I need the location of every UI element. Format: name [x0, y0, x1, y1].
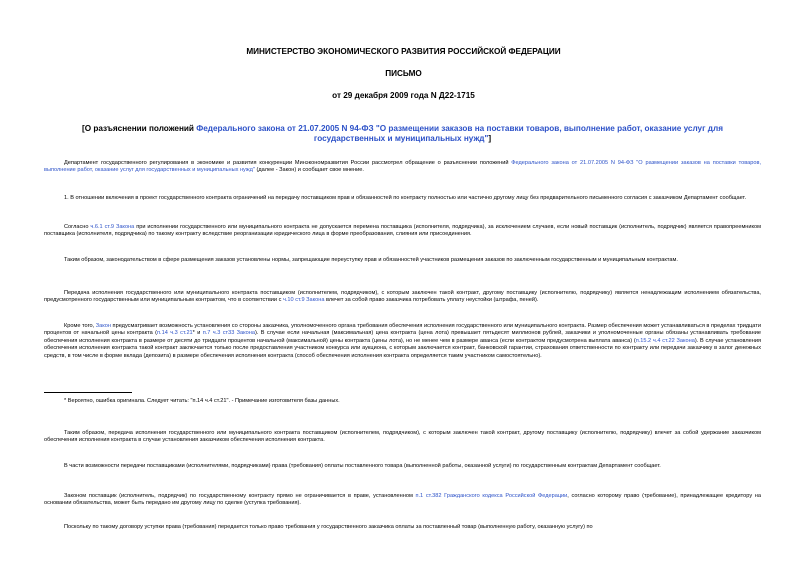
ministry-heading: МИНИСТЕРСТВО ЭКОНОМИЧЕСКОГО РАЗВИТИЯ РОССИЙСКОЙ ФЕДЕРАЦИИ — [246, 47, 561, 56]
document-type: ПИСЬМО — [385, 69, 422, 78]
paragraph-2 — [44, 224, 761, 239]
paragraph-4 — [44, 290, 761, 305]
p2-text-end: при исполнении государственного или муниципального контракта не допускается перемена поставщика (исполнителя, подрядчика), за исключением случаев, если новый поставщик (исполнитель, подрядчик) является правопреемником поставщика (исполнителя, подрядчика) по такому контракту вследствие реорганизации юридического лица в форме преобразования, слияния или присоединения. — [44, 224, 761, 238]
title-suffix: ] — [488, 134, 492, 144]
paragraph-intro — [44, 160, 761, 175]
document-title — [60, 124, 745, 145]
paragraph-7: В части возможности передачи поставщиками (исполнителями, подрядчиками) права (требования) оплаты поставленного товара (выполненной работы, оказанной услуги) по государственным контрактам Департамент сообщает. — [64, 463, 661, 469]
p4-text-start: Передача исполнения государственного или муниципального контракта поставщиком (исполнителем, подрядчиком), с которым заключен такой контракт, другому поставщику (исполнителю, подрядчику) является ненадлежащим исполнением обязательства, предусмотренного государственным или муниципальным контрактом, что в соответствии с — [44, 290, 761, 304]
paragraph-9: Поскольку по такому договору уступки права (требования) передается только право требования у государственного заказчика оплаты за поставленный товар (выполненную работу, оказанную услугу) по — [64, 524, 593, 530]
paragraph-1: 1. В отношении включения в проект государственного контракта ограничений на передачу поставщиком прав и обязанностей по контракту полностью или частично другому лицу без предварительного письменного согласия с заказчиком Департамент сообщает. — [64, 195, 747, 201]
intro-text-end: (далее - Закон) и сообщает свое мнение. — [254, 167, 364, 174]
p8-text-start: Законом поставщик (исполнитель, подрядчик) по государственному контракту прямо не ограничивается в праве, установленном — [64, 493, 416, 499]
footnote-divider — [44, 392, 132, 393]
paragraph-5 — [44, 323, 761, 360]
intro-text-start: Департамент государственного регулирования в экономике и развития конкуренции Минэкономразвития России рассмотрел обращение о разъяснении положений — [64, 160, 512, 166]
document-date-number: от 29 декабря 2009 года N Д22-1715 — [332, 91, 475, 100]
p8-text-end: , согласно которому право (требование), принадлежащее кредитору на основании обязательства, может быть передано им другому лицу по сделке (уступка требования). — [44, 493, 762, 507]
law-article-link[interactable]: п.14 ч.3 ст.21 — [157, 330, 193, 337]
p4-text-end: влечет за собой право заказчика потребовать уплату неустойки (штрафа, пеней). — [324, 297, 539, 304]
p5-text-b: предусматривает возможность установления со стороны заказчика, уполномоченного органа требования обеспечения исполнения государственного или муниципального контракта. Размер обеспечения может устанавливаться в пределах тридцати процентов от начальной цены контракта ( — [44, 323, 761, 337]
p5-text-d: ). В случае если начальная (максимальная) цена контракта (цена лота) превышает пятьдесят миллионов рублей, заказчики и уполномоченные органы обязаны устанавливать требование обеспечения исполнения контракта в размере от десяти до тридцати процентов начальной (максимальной) цены контракта (цены лота), но не менее чем в размере аванса (если контрактом предусмотрена выплата аванса) ( — [44, 330, 761, 344]
paragraph-6: Таким образом, передача исполнения государственного или муниципального контракта поставщиком (исполнителем, подрядчиком), с которым заключен такой контракт, другому поставщику (исполнителю, подрядчику) влечет за собой удержание заказчиком обеспечения исполнения контракта в случае установления заказчиком обеспечения исполнения контракта. — [44, 430, 761, 444]
intro-law-link[interactable]: Федерального закона от 21.07.2005 N 94-ФЗ "О размещении заказов на поставки товаров, выполнение работ, оказание услуг для государственных и муниципальных нужд" — [44, 160, 761, 174]
law-link[interactable]: Закон — [95, 323, 111, 329]
paragraph-8 — [44, 493, 761, 508]
p5-text-a: Кроме того, — [64, 323, 96, 329]
p5-text-e: ). В случае установления обеспечения исполнения контракта такой контракт заключается только после предоставления участником конкурса или аукциона, с которым заключается контракт, банковской гарантии, страхования ответственности по контракту или передачи заказчику в залог денежных средств, в том числе в форме вклада (депозита) в размере обеспечения исполнения контракта (способ обеспечения исполнения контракта определяется таким участником самостоятельно). — [44, 337, 761, 359]
p5-text-c: * и — [192, 330, 203, 337]
law-article-link[interactable]: ч.10 ст.9 Закона — [282, 297, 325, 304]
paragraph-3: Таким образом, законодательством в сфере размещения заказов установлены нормы, запрещающие переуступку прав и обязанностей участников размещения заказов по заключенным государственным и муниципальным контрактам. — [64, 257, 678, 263]
title-law-link[interactable]: Федерального закона от 21.07.2005 N 94-ФЗ "О размещении заказов на поставки товаров, выполнение работ, оказание услуг для государственных и муниципальных нужд" — [196, 124, 723, 144]
law-article-link[interactable]: ч.6.1 ст.9 Закона — [90, 224, 135, 230]
civil-code-link[interactable]: п.1 ст.382 Гражданского кодекса Российской Федерации — [415, 493, 568, 499]
footnote: * Вероятно, ошибка оригинала. Следует читать: "п.14 ч.4 ст.21". - Примечание изготовителя базы данных. — [64, 398, 340, 404]
law-article-link[interactable]: п.15.2 ч.4 ст.22 Закона — [635, 337, 695, 344]
p2-text-start: Согласно — [64, 224, 91, 230]
law-article-link[interactable]: п.7 ч.3 ст33 Закона — [202, 330, 255, 337]
title-prefix: [О разъяснении положений — [82, 124, 197, 133]
